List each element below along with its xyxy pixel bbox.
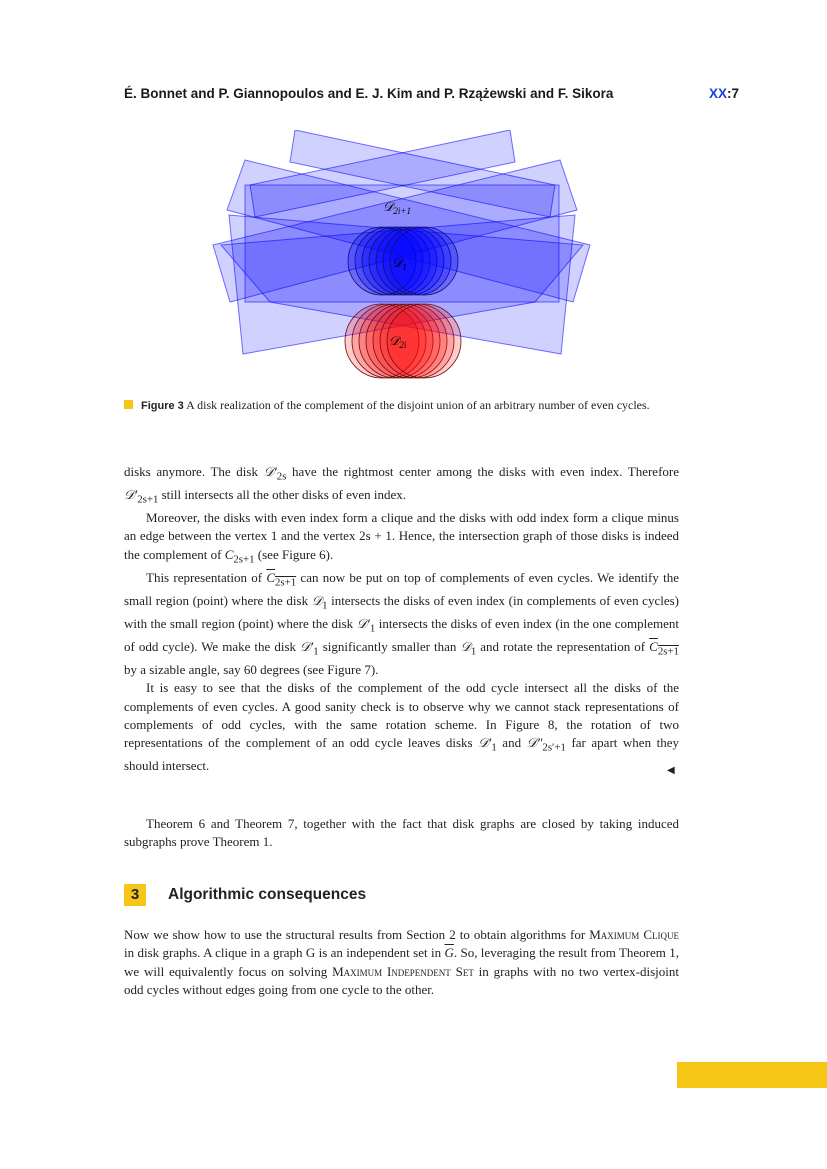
p3-m2: 𝒟 [311, 592, 323, 608]
paragraph-3 [124, 569, 679, 679]
p4-a: It is easy to see that the disks of the complement of the odd cycle intersect all the disks of the complements of even cycles. A good sanity check is to observe why we cannot stack representations of complements of odd cycles, with the same rotation scheme. In Figure 8, the rotation of two representations of the complement of an odd cycle leaves disks [124, 680, 679, 751]
running-header [124, 86, 739, 106]
blue-disks [348, 227, 458, 295]
paragraph-4 [124, 679, 679, 776]
p2-m1-sub: 2s+1 [233, 553, 255, 566]
p3-e: significantly smaller than [318, 638, 461, 654]
p1-m2: 𝒟′ [124, 487, 138, 502]
p3-m6-sub: 2s+1 [657, 645, 679, 658]
section-number[interactable]: 3 [124, 884, 146, 906]
p2-a: Moreover, the disks with even index form a clique and the disks with odd index form a clique minus an edge between the vertex 1 and the vertex 2s + 1. Hence, the intersection graph of those disks is indeed the complement of [124, 510, 679, 562]
p4-m1-sub: 1 [491, 742, 497, 755]
p4-b: and [496, 735, 527, 751]
section-title: Algorithmic consequences [168, 886, 367, 903]
p3-m3-sub: 1 [369, 622, 376, 635]
paragraph-5: Theorem 6 and Theorem 7, together with the fact that disk graphs are closed by taking induced subgraphs prove Theorem 1. [124, 816, 679, 850]
label-d-2i-plus-1-main: 𝒟 [383, 199, 394, 214]
body-text-middle [124, 815, 679, 852]
p3-m5-sub: 1 [470, 645, 477, 658]
p4-m1: 𝒟′ [478, 735, 492, 751]
p6-sc1: Maximum Clique [589, 927, 679, 942]
p3-a: This representation of [146, 569, 267, 585]
p3-m1: C [266, 569, 276, 585]
p1-m2-sub: 2s+1 [137, 493, 159, 506]
p3-m6-overline [649, 638, 679, 658]
p4-m2-sub: 2s′+1 [542, 742, 566, 755]
p3-m2-sub: 1 [322, 599, 328, 612]
p3-b: can now be put on top of complements of even cycles. We identify the small region (point) where the disk [124, 569, 679, 608]
p1-m1-sub: 2s [276, 470, 287, 483]
p3-g: by a sizable angle, say 60 degrees (see Figure 7). [124, 661, 379, 677]
p3-m6: C [649, 638, 658, 654]
p6-m1: $\overline{G}$ [444, 945, 454, 961]
figure-graphic [205, 130, 600, 385]
p6-d: in graphs with no two vertex-disjoint odd cycles without edges going from one cycle to the other. [124, 963, 679, 998]
p3-m1-sub: 2s+1 [275, 576, 297, 589]
end-of-proof-icon: ◀ [667, 765, 675, 776]
page-edge-tab [677, 1062, 827, 1088]
p2-m1: C [224, 546, 234, 562]
body-text-lower [124, 926, 679, 1000]
p6-sc2: Maximum Independent Set [332, 963, 474, 979]
paragraph-1 [124, 463, 679, 509]
paragraph-6 [124, 926, 679, 1000]
caption-marker [124, 400, 133, 409]
label-d-2i-plus-1-sub: 2i+1 [393, 206, 411, 216]
header-authors: É. Bonnet and P. Giannopoulos and E. J. Kim and P. Rzążewski and F. Sikora [124, 86, 614, 101]
label-d-1-main: 𝒟 [392, 255, 403, 270]
paragraph-2 [124, 509, 679, 569]
caption-label[interactable]: Figure 3 [141, 400, 184, 412]
p1-m1: 𝒟′ [263, 464, 277, 479]
p1-c: still intersects all the other disks of even index. [158, 487, 407, 502]
p4-c: far apart when they should intersect. [124, 735, 679, 774]
p3-m4: 𝒟′ [300, 638, 314, 654]
label-d-1-sub: 1 [402, 262, 407, 272]
header-page-prefix[interactable]: XX [708, 86, 727, 101]
p3-d: intersects the disks of even index (in the one complement of odd cycle). We make the disk [124, 615, 680, 654]
header-page-number [709, 86, 739, 101]
figure-caption [124, 397, 679, 415]
p1-b: have the rightmost center among the disks with even index. Therefore [286, 464, 679, 479]
p3-m3: 𝒟′ [356, 615, 370, 631]
figure-disk-realization [205, 130, 600, 385]
p2-b: (see Figure 6). [254, 546, 334, 562]
header-page-suffix: :7 [726, 86, 739, 101]
p3-f: and rotate the representation of [476, 638, 650, 654]
p3-c: intersects the disks of even index (in complements of even cycles) with the small region (point) where the disk [124, 592, 679, 631]
label-d-2i-main: 𝒟 [389, 333, 400, 348]
p3-m5: 𝒟 [460, 638, 471, 654]
caption-text: A disk realization of the complement of the disjoint union of an arbitrary number of even cycles. [186, 398, 650, 412]
p4-m2: 𝒟″ [526, 735, 543, 751]
label-d-2i-sub: 2i [399, 340, 407, 350]
p3-m1-overline [266, 569, 297, 589]
p1-a: disks anymore. The disk [124, 464, 264, 479]
p6-c: . So, leveraging the result from Theorem 1, we will equivalently focus on solving [124, 945, 679, 979]
p6-b: in disk graphs. A clique in a graph G is an independent set in [124, 945, 445, 961]
body-text-upper [124, 463, 679, 776]
p3-m4-sub: 1 [313, 645, 319, 658]
p6-a: Now we show how to use the structural results from Section 2 to obtain algorithms for [124, 927, 590, 942]
